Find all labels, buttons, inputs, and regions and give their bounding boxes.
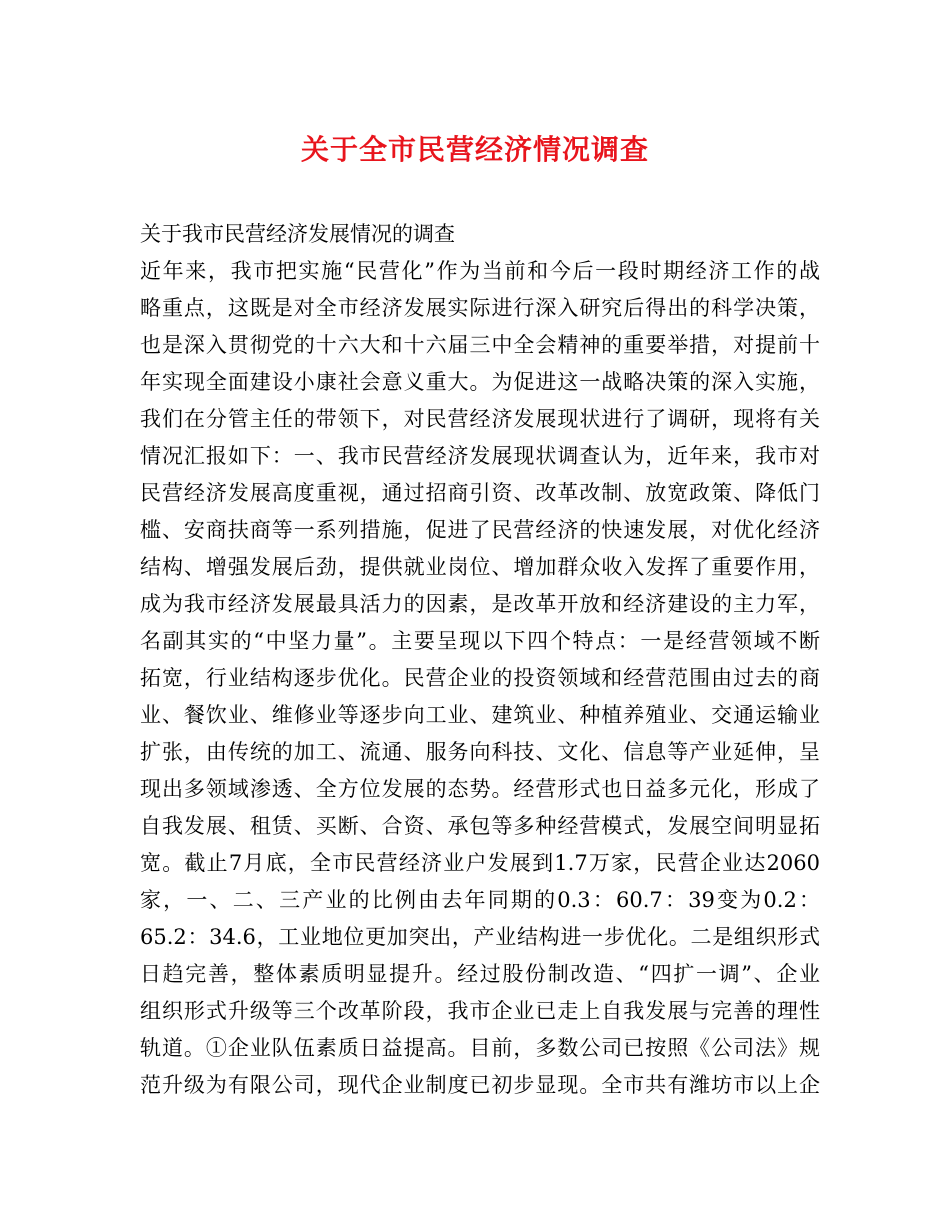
body-line: 拓宽，行业结构逐步优化。民营企业的投资领域和经营范围由过去的商 (140, 666, 820, 690)
body-line: 轨道。①企业队伍素质日益提高。目前，多数公司已按照《公司法》规 (140, 1036, 820, 1060)
body-line: 日趋完善，整体素质明显提升。经过股份制改造、“四扩一调”、企业 (140, 962, 820, 986)
body-line: 关于我市民营经济发展情况的调查 (140, 222, 455, 246)
body-line: 扩张，由传统的加工、流通、服务向科技、文化、信息等产业延伸，呈 (140, 740, 820, 764)
body-line: 槛、安商扶商等一系列措施，促进了民营经济的快速发展，对优化经济 (140, 518, 820, 542)
body-line: 成为我市经济发展最具活力的因素，是改革开放和经济建设的主力军， (140, 592, 820, 616)
body-line: 略重点，这既是对全市经济发展实际进行深入研究后得出的科学决策， (140, 296, 820, 320)
body-line: 也是深入贯彻党的十六大和十六届三中全会精神的重要举措，对提前十 (140, 333, 820, 357)
body-line: 现出多领域渗透、全方位发展的态势。经营形式也日益多元化，形成了 (140, 777, 820, 801)
body-line: 范升级为有限公司，现代企业制度已初步显现。全市共有潍坊市以上企 (140, 1073, 820, 1097)
body-line: 业、餐饮业、维修业等逐步向工业、建筑业、种植养殖业、交通运输业 (140, 703, 820, 727)
body-line: 近年来，我市把实施“民营化”作为当前和今后一段时期经济工作的战 (140, 259, 820, 283)
body-line: 自我发展、租赁、买断、合资、承包等多种经营模式，发展空间明显拓 (140, 814, 820, 838)
body-line: 年实现全面建设小康社会意义重大。为促进这一战略决策的深入实施， (140, 370, 820, 394)
body-line: 情况汇报如下：一、我市民营经济发展现状调查认为，近年来，我市对 (140, 444, 820, 468)
document-body (140, 216, 820, 1104)
body-line: 宽。截止7月底，全市民营经济业户发展到1.7万家，民营企业达2060 (140, 851, 820, 875)
body-line: 65.2：34.6，工业地位更加突出，产业结构进一步优化。二是组织形式 (140, 925, 820, 949)
document-title: 关于全市民营经济情况调查 (300, 133, 649, 166)
body-line: 名副其实的“中坚力量”。主要呈现以下四个特点：一是经营领域不断 (140, 629, 820, 653)
body-line: 我们在分管主任的带领下，对民营经济发展现状进行了调研，现将有关 (140, 407, 820, 431)
body-line: 组织形式升级等三个改革阶段，我市企业已走上自我发展与完善的理性 (140, 999, 820, 1023)
body-line: 结构、增强发展后劲，提供就业岗位、增加群众收入发挥了重要作用， (140, 555, 820, 579)
body-line: 民营经济发展高度重视，通过招商引资、改革改制、放宽政策、降低门 (140, 481, 820, 505)
body-line: 家，一、二、三产业的比例由去年同期的0.3：60.7：39变为0.2： (140, 888, 820, 912)
